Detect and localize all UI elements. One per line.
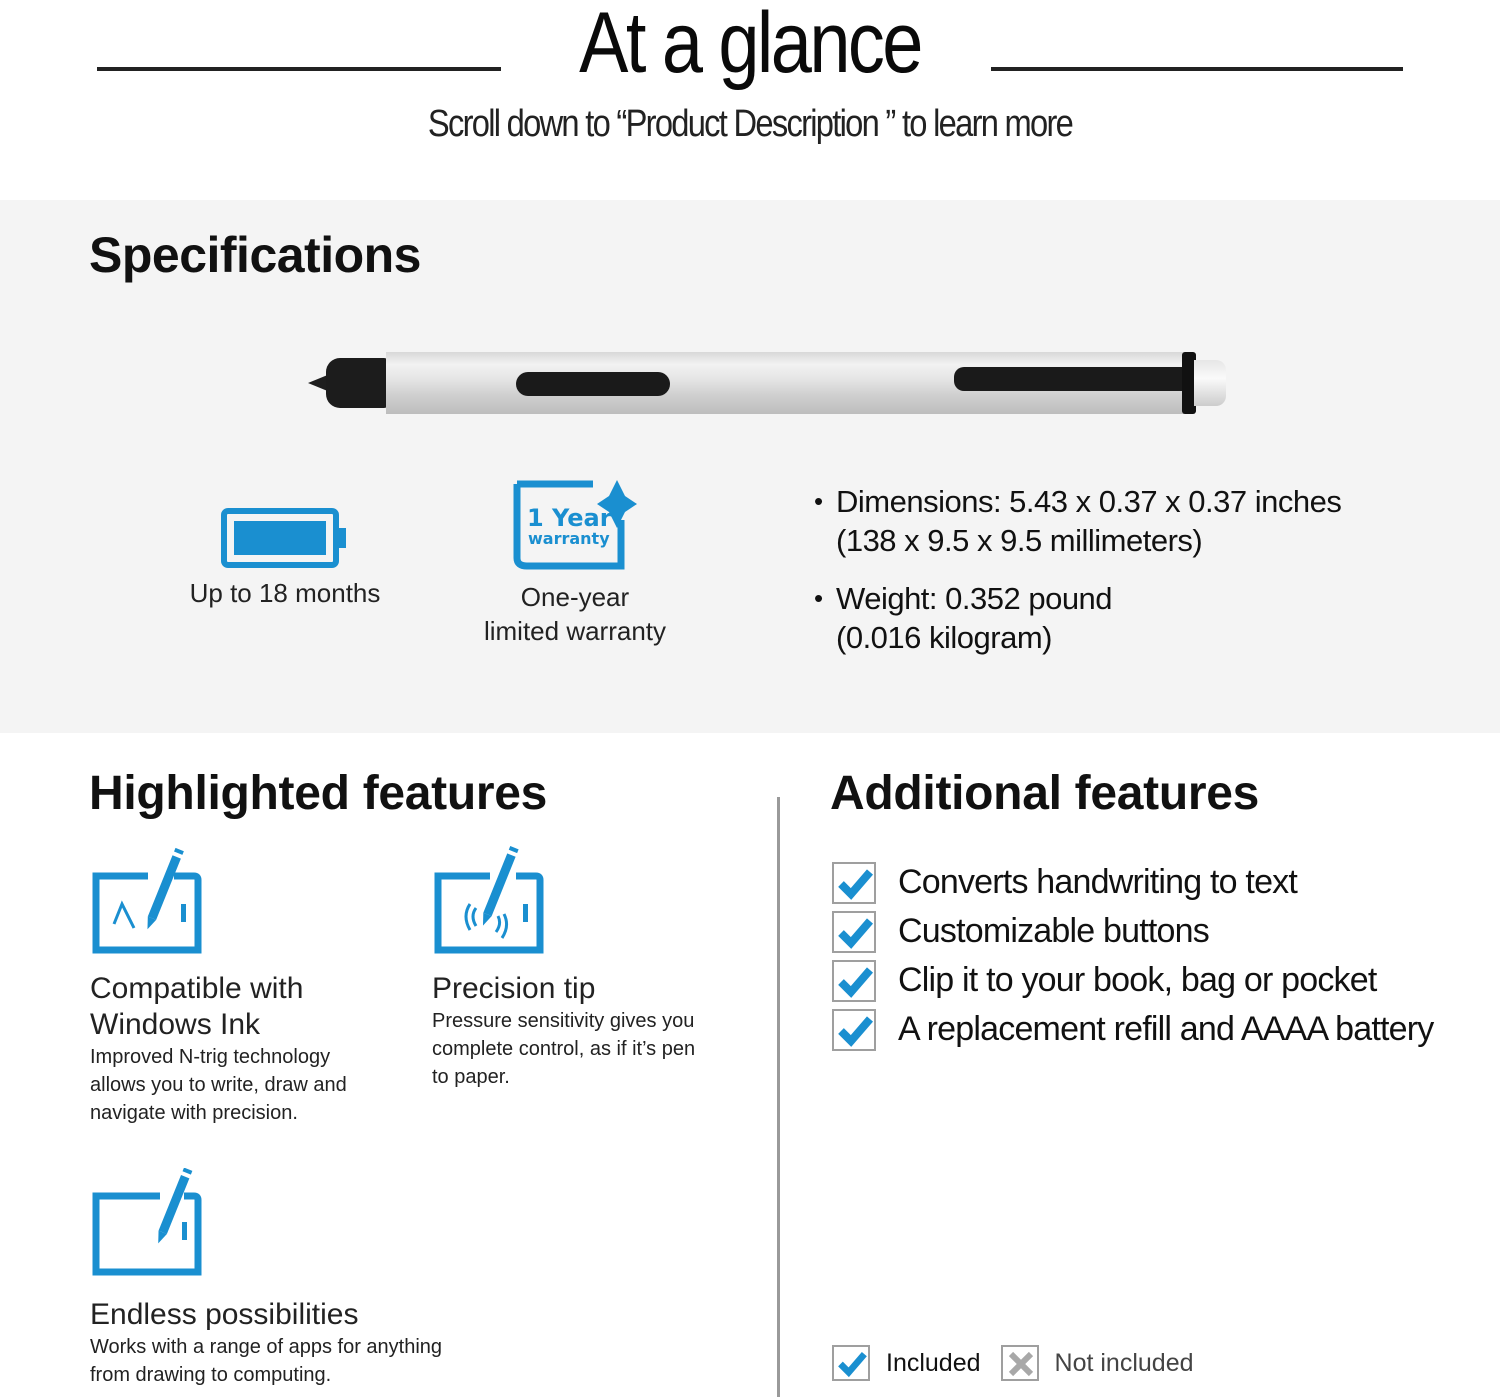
- section-divider: [777, 797, 780, 1397]
- pen-cap: [1194, 360, 1226, 406]
- additional-features-heading: Additional features: [830, 767, 1260, 820]
- svg-text:1 Year: 1 Year: [527, 504, 612, 532]
- x-mark-icon: [1006, 1350, 1036, 1378]
- feature-label: Clip it to your book, bag or pocket: [898, 961, 1377, 999]
- feature-label: Customizable buttons: [898, 912, 1209, 950]
- pen-side-button: [516, 372, 670, 396]
- feature-description: Works with a range of apps for anything from drawing to computing.: [90, 1336, 443, 1386]
- feature-windows-ink: [90, 842, 410, 1127]
- spec-weight: • Weight: 0.352 pound (0.016 kilogram): [812, 579, 1412, 657]
- spec-dimensions: • Dimensions: 5.43 x 0.37 x 0.37 inches (138 x 9.5 x 9.5 millimeters): [812, 482, 1412, 560]
- checkmark-icon: [837, 1350, 867, 1378]
- svg-text:warranty: warranty: [528, 529, 610, 548]
- list-item: [832, 907, 1434, 956]
- checkbox-checked: [832, 862, 876, 904]
- legend-included-box: [832, 1345, 870, 1381]
- checkbox-checked: [832, 1009, 876, 1051]
- legend-included-label: Included: [886, 1348, 981, 1377]
- feature-label: A replacement refill and AAAA battery: [898, 1010, 1434, 1048]
- pen-cone: [326, 358, 388, 408]
- list-item: [832, 956, 1434, 1005]
- page-subtitle: Scroll down to “Product Description ” to learn more: [427, 103, 1073, 145]
- warranty-label-line2: limited warranty: [483, 616, 667, 646]
- feature-endless-possibilities: [90, 1168, 490, 1389]
- page-title: At a glance: [579, 0, 921, 91]
- feature-description: Pressure sensitivity gives you complete control, as if it’s pen to paper.: [432, 1010, 696, 1088]
- feature-name: Endless possibilities: [90, 1298, 359, 1331]
- tablet-pen-icon: [90, 1168, 205, 1283]
- additional-features-list: [832, 858, 1434, 1054]
- checkbox-checked: [832, 911, 876, 953]
- battery-label: Up to 18 months: [189, 578, 381, 608]
- warranty-label-line1: One-year: [520, 582, 630, 612]
- highlighted-features-heading: Highlighted features: [89, 767, 548, 820]
- page-header: [0, 0, 1500, 200]
- feature-description: Improved N-trig technology allows you to write, draw and navigate with precision.: [90, 1046, 347, 1124]
- checkmark-icon: [837, 916, 873, 950]
- pen-clip: [954, 367, 1186, 391]
- battery-spec: [170, 508, 400, 610]
- feature-name: Precision tip: [432, 972, 596, 1005]
- list-item: [832, 858, 1434, 907]
- legend-not-included-box: [1001, 1345, 1039, 1381]
- specifications-heading: Specifications: [89, 227, 421, 283]
- legend: [832, 1345, 1194, 1381]
- list-item: [832, 1005, 1434, 1054]
- tablet-pen-ink-icon: [90, 842, 205, 957]
- checkbox-checked: [832, 960, 876, 1002]
- checkmark-icon: [837, 1014, 873, 1048]
- warranty-spec: [460, 480, 690, 648]
- warranty-badge-icon: [513, 480, 637, 572]
- spec-details-list: [812, 482, 1412, 676]
- legend-not-included-label: Not included: [1054, 1348, 1194, 1377]
- feature-precision-tip: [432, 842, 732, 1091]
- tablet-pen-pressure-icon: [432, 842, 547, 957]
- checkmark-icon: [837, 867, 873, 901]
- product-pen-image: [308, 352, 1230, 414]
- feature-label: Converts handwriting to text: [898, 863, 1298, 901]
- checkmark-icon: [837, 965, 873, 999]
- specifications-section: [0, 200, 1500, 733]
- feature-name: Compatible with Windows Ink: [90, 972, 304, 1041]
- battery-full-icon: [221, 508, 349, 568]
